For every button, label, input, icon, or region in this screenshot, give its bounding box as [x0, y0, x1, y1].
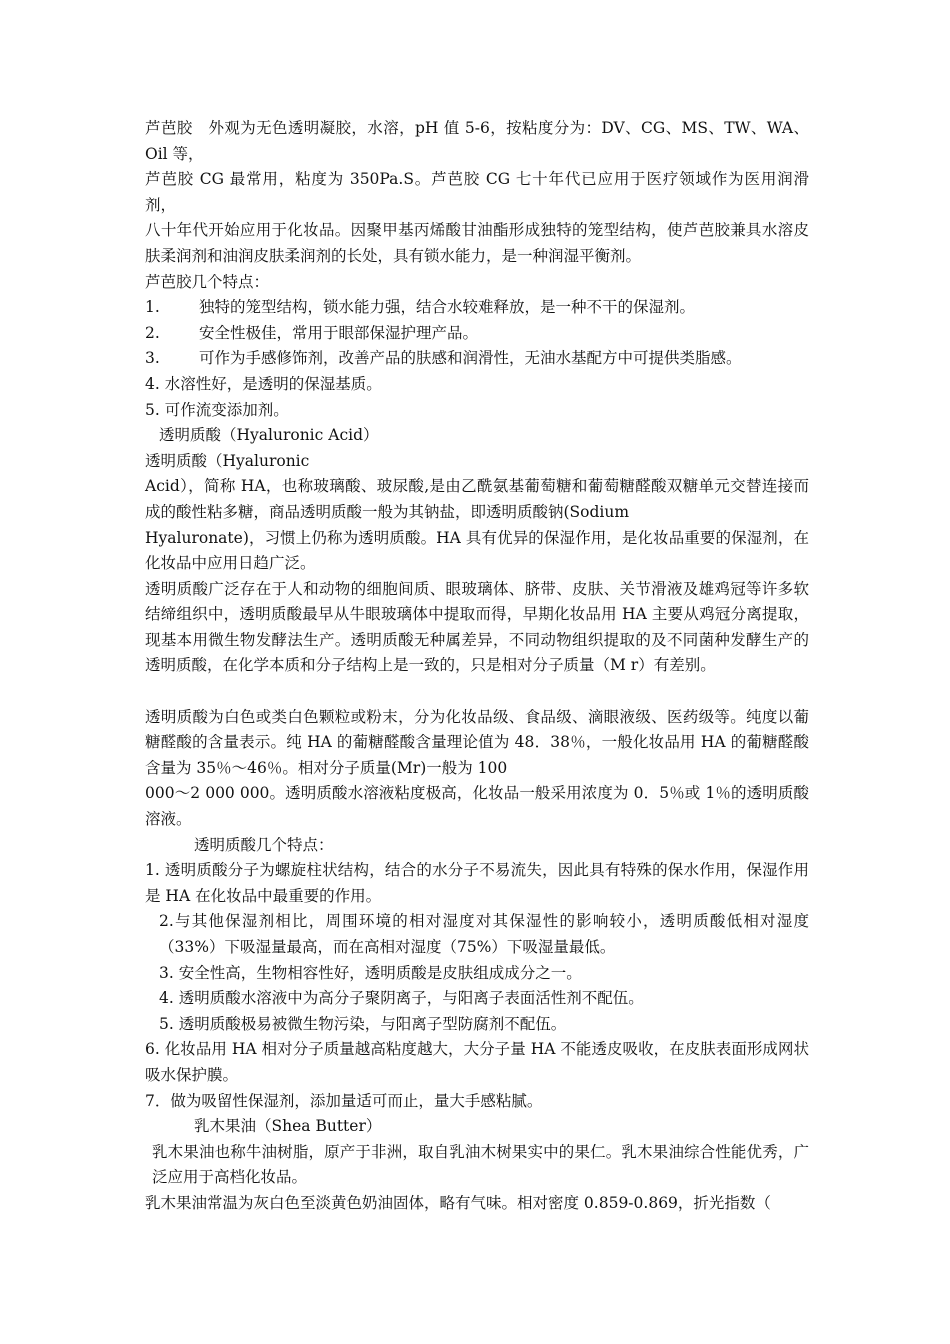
aloe-feature-2-number: 2.	[145, 323, 160, 342]
aloe-feature-4: 4. 水溶性好，是透明的保湿基质。	[145, 374, 382, 393]
ha-viscosity-paragraph: 000～2 000 000。透明质酸水溶液粘度极高，化妆品一般采用浓度为 0．5％或 1％的透明质酸溶液。	[145, 784, 809, 829]
ha-feature-2: 2.与其他保湿剂相比，周围环境的相对湿度对其保湿性的影响较小，透明质酸低相对湿度（33%）下吸湿量最高，而在高相对湿度（75%）下吸湿量最低。	[159, 912, 809, 956]
ha-name-line: 透明质酸（Hyaluronic	[145, 451, 310, 470]
ha-feature-3: 3. 安全性高，生物相容性好，透明质酸是皮肤组成成分之一。	[159, 963, 582, 982]
aloe-feature-2	[145, 321, 809, 347]
aloe-intro-line2: 芦芭胶 CG 最常用，粘度为 350Pa.S。芦芭胶 CG 七十年代已应用于医疗领域作为医用润滑剂，	[145, 170, 809, 214]
aloe-feature-3-text: 可作为手感修饰剂，改善产品的肤感和润滑性，无油水基配方中可提供类脂感。	[199, 349, 742, 368]
ha-salt-paragraph: Hyaluronate)，习惯上仍称为透明质酸。HA 具有优异的保湿作用，是化妆品重要的保湿剂，在化妆品中应用日趋广泛。	[145, 528, 809, 573]
ha-feature-5: 5. 透明质酸极易被微生物污染，与阳离子型防腐剂不配伍。	[159, 1014, 567, 1033]
ha-feature-6: 6. 化妆品用 HA 相对分子质量越高粘度越大，大分子量 HA 不能透皮吸收，在皮肤表面形成网状吸水保护膜。	[145, 1040, 809, 1084]
aloe-intro-line1: 芦芭胶 外观为无色透明凝胶，水溶，pH 值 5-6，按粘度分为：DV、CG、MS、TW、WA、Oil 等，	[145, 119, 809, 163]
ha-feature-1: 1. 透明质酸分子为螺旋柱状结构，结合的水分子不易流失，因此具有特殊的保水作用，保湿作用是 HA 在化妆品中最重要的作用。	[145, 861, 809, 905]
ha-section-title: 透明质酸（Hyaluronic Acid）	[159, 426, 379, 445]
aloe-feature-5: 5. 可作流变添加剂。	[145, 400, 289, 419]
shea-properties-paragraph: 乳木果油常温为灰白色至淡黄色奶油固体，略有气味。相对密度 0.859-0.869，折光指数（	[145, 1193, 771, 1212]
ha-feature-4: 4. 透明质酸水溶液中为高分子聚阴离子，与阳离子表面活性剂不配伍。	[159, 989, 644, 1008]
aloe-feature-2-text: 安全性极佳，常用于眼部保湿护理产品。	[199, 323, 479, 342]
aloe-feature-1-number: 1.	[145, 298, 160, 317]
ha-feature-7: 7．做为吸留性保湿剂，添加量适可而止，量大手感粘腻。	[145, 1091, 543, 1110]
ha-source-paragraph: 透明质酸广泛存在于人和动物的细胞间质、眼玻璃体、脐带、皮肤、关节滑液及雄鸡冠等许多软结缔组织中，透明质酸最早从牛眼玻璃体中提取而得，早期化妆品用 HA 主要从鸡冠分离提取，现基本用微生物发酵法生产。透明质酸无种属差异，不同动物组织提取的及不同菌种发酵生产的透明质酸，在化学本质和分子结构上是一致的，只是相对分子质量（M r）有差别。	[145, 579, 809, 675]
ha-appearance-paragraph: 透明质酸为白色或类白色颗粒或粉末，分为化妆品级、食品级、滴眼液级、医药级等。纯度以葡糖醛酸的含量表示。纯 HA 的葡糖醛酸含量理论值为 48．38％，一般化妆品用 HA 的葡糖醛酸含量为 35％～46％。相对分子质量(Mr)一般为 100	[145, 707, 809, 777]
aloe-features-heading: 芦芭胶几个特点：	[145, 272, 270, 291]
aloe-feature-3	[145, 346, 809, 372]
ha-definition-paragraph: Acid），简称 HA，也称玻璃酸、玻尿酸,是由乙酰氨基葡萄糖和葡萄糖醛酸双糖单元交替连接而成的酸性粘多糖，商品透明质酸一般为其钠盐，即透明质酸钠(Sodium	[145, 477, 809, 521]
aloe-feature-1	[145, 295, 809, 321]
blank-line	[145, 679, 809, 705]
aloe-feature-1-text: 独特的笼型结构，锁水能力强，结合水较难释放，是一种不干的保湿剂。	[199, 298, 696, 317]
aloe-feature-3-number: 3.	[145, 349, 160, 368]
document-page	[145, 116, 809, 1217]
shea-section-title: 乳木果油（Shea Butter）	[194, 1117, 382, 1136]
aloe-intro-paragraph: 八十年代开始应用于化妆品。因聚甲基丙烯酸甘油酯形成独特的笼型结构，使芦芭胶兼具水溶皮肤柔润剂和油润皮肤柔润剂的长处，具有锁水能力，是一种润湿平衡剂。	[145, 221, 809, 265]
shea-intro-paragraph: 乳木果油也称牛油树脂，原产于非洲，取自乳油木树果实中的果仁。乳木果油综合性能优秀，广泛应用于高档化妆品。	[152, 1142, 809, 1187]
ha-features-heading: 透明质酸几个特点：	[194, 835, 334, 854]
